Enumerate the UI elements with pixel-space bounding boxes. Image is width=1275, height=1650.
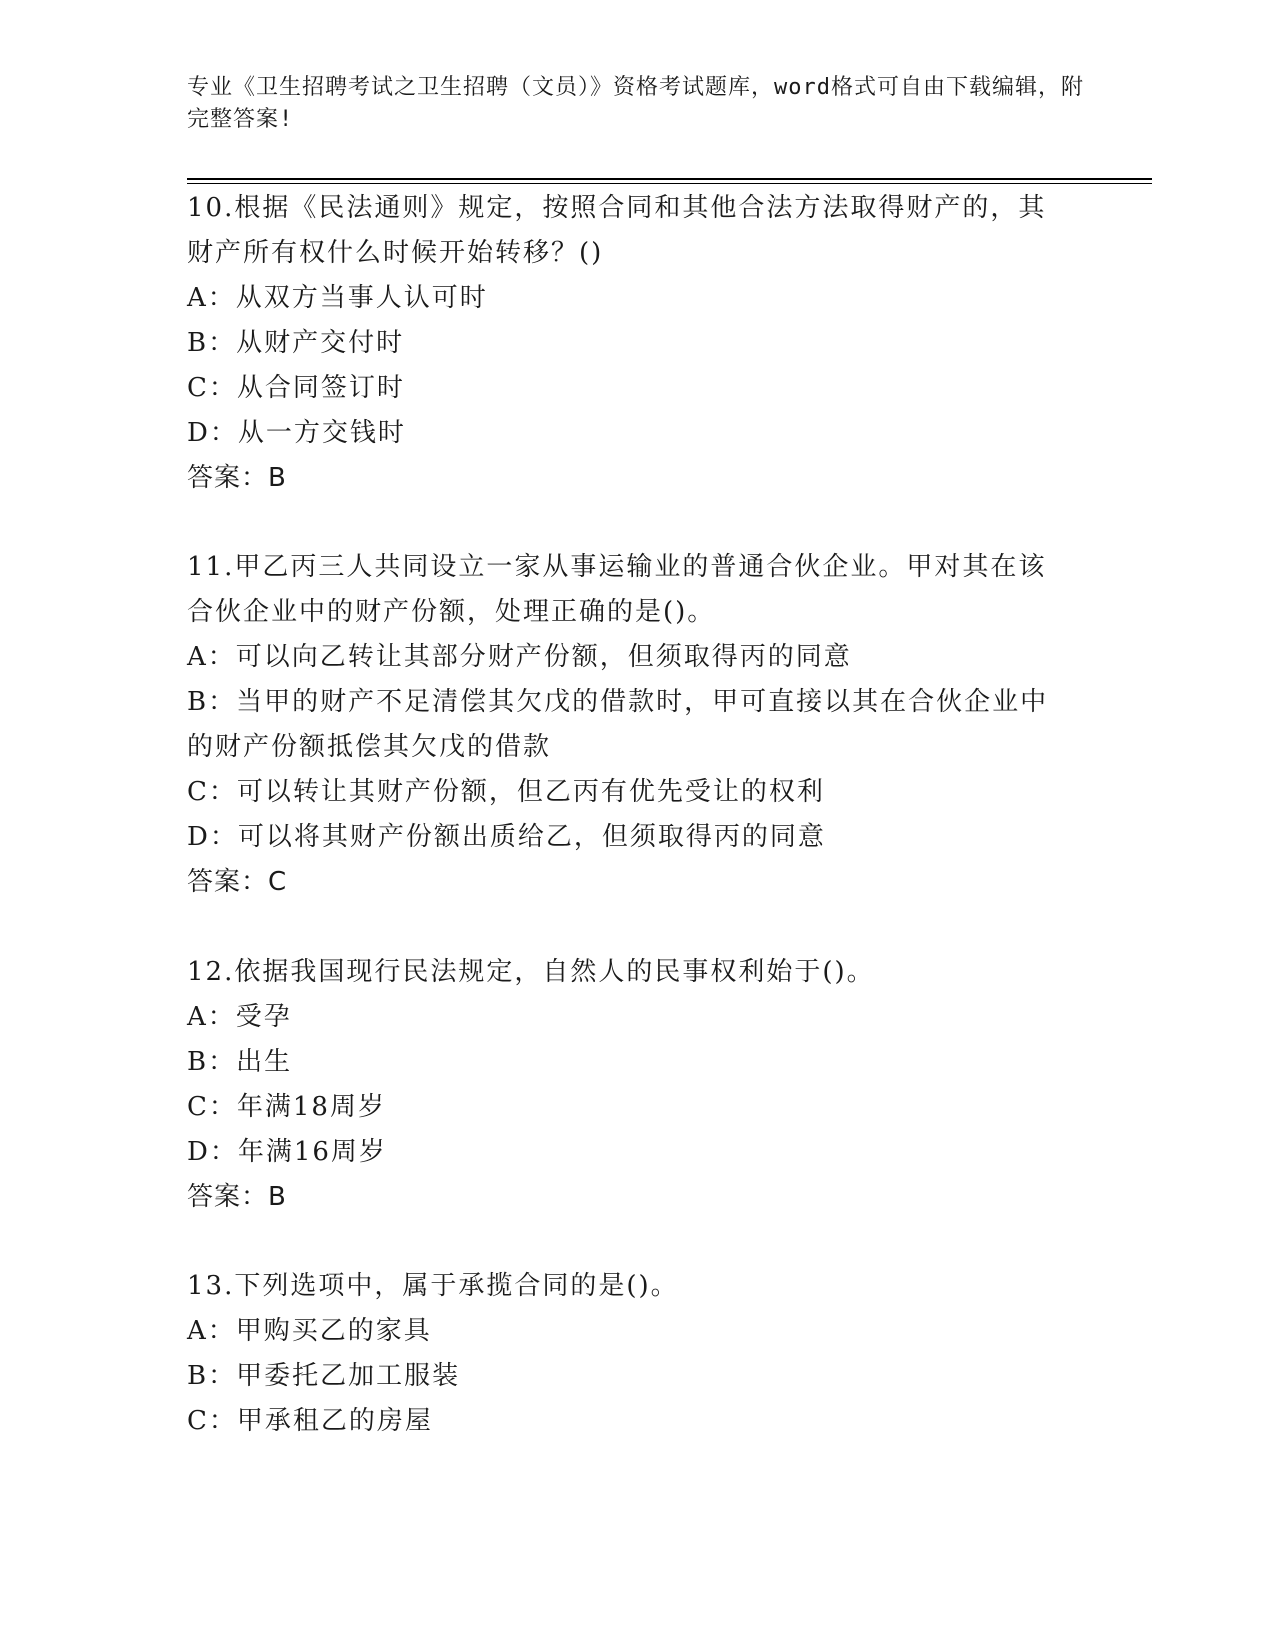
option-a: A：从双方当事人认可时 xyxy=(187,283,488,313)
option-c: C：年满18周岁 xyxy=(187,1092,386,1122)
question-11 xyxy=(187,545,1067,905)
question-stem: 13.下列选项中，属于承揽合同的是()。 xyxy=(187,1271,679,1301)
header-divider-thick xyxy=(187,178,1152,180)
option-c: C：甲承租乙的房屋 xyxy=(187,1406,433,1436)
option-d: D：年满16周岁 xyxy=(187,1137,387,1167)
question-13 xyxy=(187,1264,1067,1444)
option-b: B：从财产交付时 xyxy=(187,328,405,358)
option-d: D：从一方交钱时 xyxy=(187,418,406,448)
option-d: D：可以将其财产份额出质给乙，但须取得丙的同意 xyxy=(187,822,826,852)
option-a: A：甲购买乙的家具 xyxy=(187,1316,432,1346)
option-b: B：出生 xyxy=(187,1047,293,1077)
answer-line: 答案：B xyxy=(187,463,287,493)
option-a: A：可以向乙转让其部分财产份额，但须取得丙的同意 xyxy=(187,642,852,672)
header-divider-thin xyxy=(187,183,1152,184)
question-stem: 10.根据《民法通则》规定，按照合同和其他合法方法取得财产的，其财产所有权什么时候开始转移？() xyxy=(187,193,1047,268)
option-a: A：受孕 xyxy=(187,1002,292,1032)
question-stem: 12.依据我国现行民法规定，自然人的民事权利始于()。 xyxy=(187,957,875,987)
answer-line: 答案：B xyxy=(187,1182,287,1212)
document-header: 专业《卫生招聘考试之卫生招聘（文员）》资格考试题库，word格式可自由下载编辑，附完整答案! xyxy=(187,75,1084,132)
question-12 xyxy=(187,950,1067,1220)
question-10 xyxy=(187,186,1067,501)
question-stem: 11.甲乙丙三人共同设立一家从事运输业的普通合伙企业。甲对其在该合伙企业中的财产份额，处理正确的是()。 xyxy=(187,552,1047,627)
option-b: B：当甲的财产不足清偿其欠戊的借款时，甲可直接以其在合伙企业中的财产份额抵偿其欠戊的借款 xyxy=(187,687,1049,762)
answer-line: 答案：C xyxy=(187,867,288,897)
option-c: C：可以转让其财产份额，但乙丙有优先受让的权利 xyxy=(187,777,825,807)
option-c: C：从合同签订时 xyxy=(187,373,405,403)
option-b: B：甲委托乙加工服装 xyxy=(187,1361,461,1391)
